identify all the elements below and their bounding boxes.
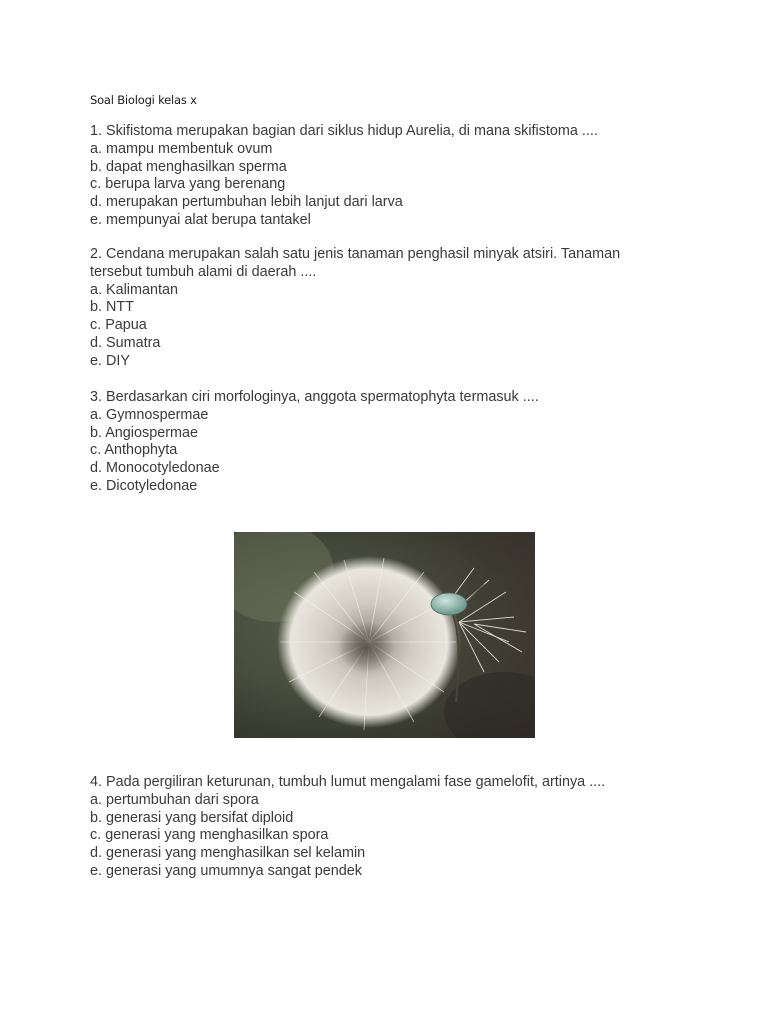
question-3	[90, 389, 690, 496]
question-stem: 1. Skifistoma merupakan bagian dari siklus hidup Aurelia, di mana skifistoma ....	[90, 123, 598, 139]
answer-option-c: c. berupa larva yang berenang	[90, 176, 286, 193]
answer-option-e: e. generasi yang umumnya sangat pendek	[90, 862, 363, 879]
answer-option-b: b. dapat menghasilkan sperma	[90, 158, 287, 175]
answer-option-b: b. NTT	[90, 299, 134, 316]
answer-option-a: a. Kalimantan	[90, 281, 178, 298]
answer-option-b: b. generasi yang bersifat diploid	[90, 809, 294, 826]
dandelion-photo-svg	[234, 532, 535, 738]
question-2	[90, 246, 690, 371]
answer-option-e: e. mempunyai alat berupa tantakel	[90, 211, 311, 228]
question-1	[90, 123, 690, 230]
question-stem: 4. Pada pergiliran keturunan, tumbuh lumut mengalami fase gamelofit, artinya ....	[90, 774, 606, 790]
answer-option-a: a. pertumbuhan dari spora	[90, 791, 259, 808]
question-4	[90, 774, 690, 881]
answer-option-e: e. Dicotyledonae	[90, 477, 198, 494]
answer-option-b: b. Angiospermae	[90, 424, 198, 441]
answer-option-c: c. generasi yang menghasilkan spora	[90, 827, 329, 844]
question-stem: 2. Cendana merupakan salah satu jenis tanaman penghasil minyak atsiri. Tanaman tersebut tumbuh alami di daerah ....	[90, 246, 621, 280]
answer-option-c: c. Papua	[90, 317, 147, 334]
answer-option-a: a. Gymnospermae	[90, 406, 209, 423]
answer-option-d: d. Monocotyledonae	[90, 460, 220, 477]
question-stem: 3. Berdasarkan ciri morfologinya, anggota spermatophyta termasuk ....	[90, 389, 539, 405]
answer-option-d: d. merupakan pertumbuhan lebih lanjut dari larva	[90, 194, 403, 211]
answer-option-d: d. generasi yang menghasilkan sel kelamin	[90, 845, 366, 862]
answer-option-e: e. DIY	[90, 352, 130, 369]
document-title: Soal Biologi kelas x	[90, 93, 197, 107]
answer-option-a: a. mampu membentuk ovum	[90, 140, 273, 157]
dandelion-photo	[234, 532, 535, 738]
answer-option-d: d. Sumatra	[90, 334, 161, 351]
answer-option-c: c. Anthophyta	[90, 442, 178, 459]
